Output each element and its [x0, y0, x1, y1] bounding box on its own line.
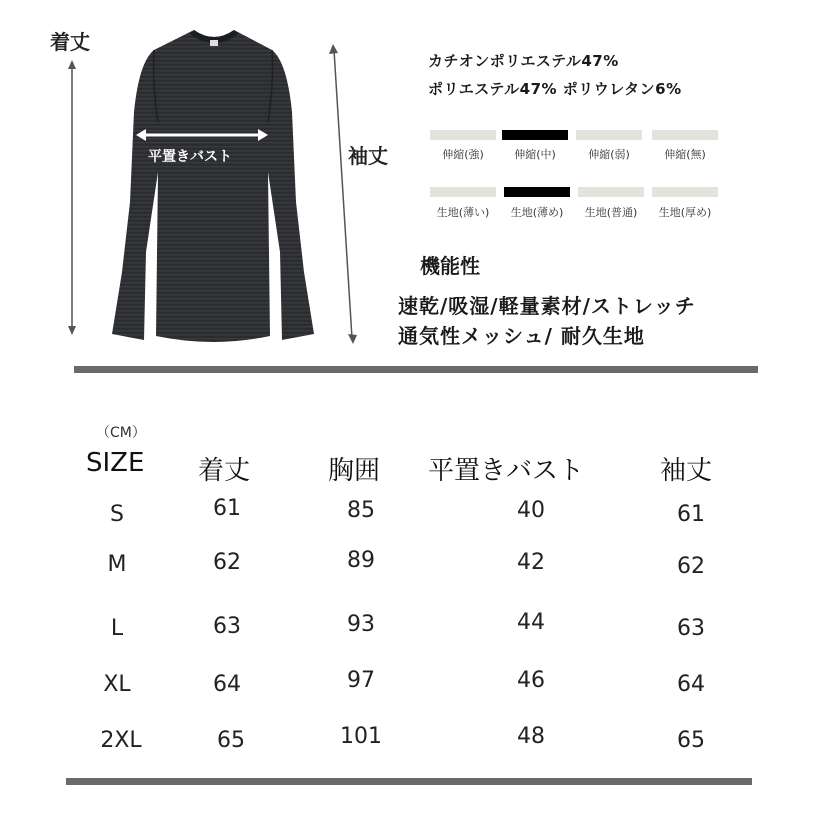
- bust-arrow: [136, 128, 268, 142]
- cell-size: M: [107, 552, 127, 577]
- shirt-image: [82, 22, 344, 352]
- stretch-swatch-1: [502, 130, 568, 140]
- cell-chest: 85: [347, 498, 375, 523]
- length-label: 着丈: [50, 30, 90, 54]
- bust-label: 平置きバスト: [148, 149, 232, 165]
- cell-sleeve: 61: [677, 502, 705, 527]
- cell-length: 61: [213, 496, 241, 521]
- stretch-label-2: 伸縮(弱): [588, 148, 630, 161]
- cell-length: 62: [213, 550, 241, 575]
- cell-sleeve: 63: [677, 616, 705, 641]
- cell-bust: 46: [517, 668, 545, 693]
- header-sleeve: 袖丈: [660, 456, 713, 486]
- thickness-swatch-0: [430, 187, 496, 197]
- cell-bust: 40: [517, 498, 545, 523]
- cell-length: 64: [213, 672, 241, 697]
- bottom-divider: [66, 778, 752, 785]
- sleeve-label: 袖丈: [348, 144, 388, 168]
- header-size: SIZE: [86, 448, 145, 478]
- functions-title: 機能性: [420, 254, 480, 278]
- functions-line-1: 速乾/吸湿/軽量素材/ストレッチ: [398, 294, 696, 318]
- cell-length: 65: [217, 728, 245, 753]
- material-line-2: ポリエステル47% ポリウレタン6%: [428, 80, 682, 98]
- cell-chest: 97: [347, 668, 375, 693]
- cell-size: L: [110, 616, 124, 641]
- stretch-swatch-0: [430, 130, 496, 140]
- cell-bust: 42: [517, 550, 545, 575]
- header-bust: 平置きバスト: [428, 456, 585, 486]
- header-length: 着丈: [198, 456, 251, 486]
- cell-sleeve: 64: [677, 672, 705, 697]
- cell-bust: 44: [517, 610, 545, 635]
- material-line-1: カチオンポリエステル47%: [428, 52, 619, 70]
- cell-size: XL: [103, 672, 131, 697]
- unit-label: （CM）: [96, 425, 146, 441]
- thickness-swatch-1: [504, 187, 570, 197]
- stretch-swatch-3: [652, 130, 718, 140]
- thickness-label-0: 生地(薄い): [436, 206, 490, 219]
- cell-sleeve: 65: [677, 728, 705, 753]
- cell-chest: 93: [347, 612, 375, 637]
- thickness-label-2: 生地(普通): [584, 206, 638, 219]
- sleeve-arrow: [328, 44, 358, 344]
- cell-size: 2XL: [100, 728, 142, 753]
- cell-bust: 48: [517, 724, 545, 749]
- stretch-label-1: 伸縮(中): [514, 148, 556, 161]
- cell-chest: 101: [340, 724, 382, 749]
- stretch-label-0: 伸縮(強): [442, 148, 484, 161]
- thickness-swatch-3: [652, 187, 718, 197]
- header-chest: 胸囲: [328, 456, 381, 486]
- functions-line-2: 通気性メッシュ/ 耐久生地: [398, 324, 645, 348]
- cell-sleeve: 62: [677, 554, 705, 579]
- cell-length: 63: [213, 614, 241, 639]
- stretch-label-3: 伸縮(無): [664, 148, 706, 161]
- thickness-label-3: 生地(厚め): [658, 206, 712, 219]
- cell-chest: 89: [347, 548, 375, 573]
- stretch-swatch-2: [576, 130, 642, 140]
- length-arrow: [64, 60, 80, 335]
- thickness-swatch-2: [578, 187, 644, 197]
- top-divider: [74, 366, 758, 373]
- thickness-label-1: 生地(薄め): [510, 206, 564, 219]
- cell-size: S: [110, 502, 124, 527]
